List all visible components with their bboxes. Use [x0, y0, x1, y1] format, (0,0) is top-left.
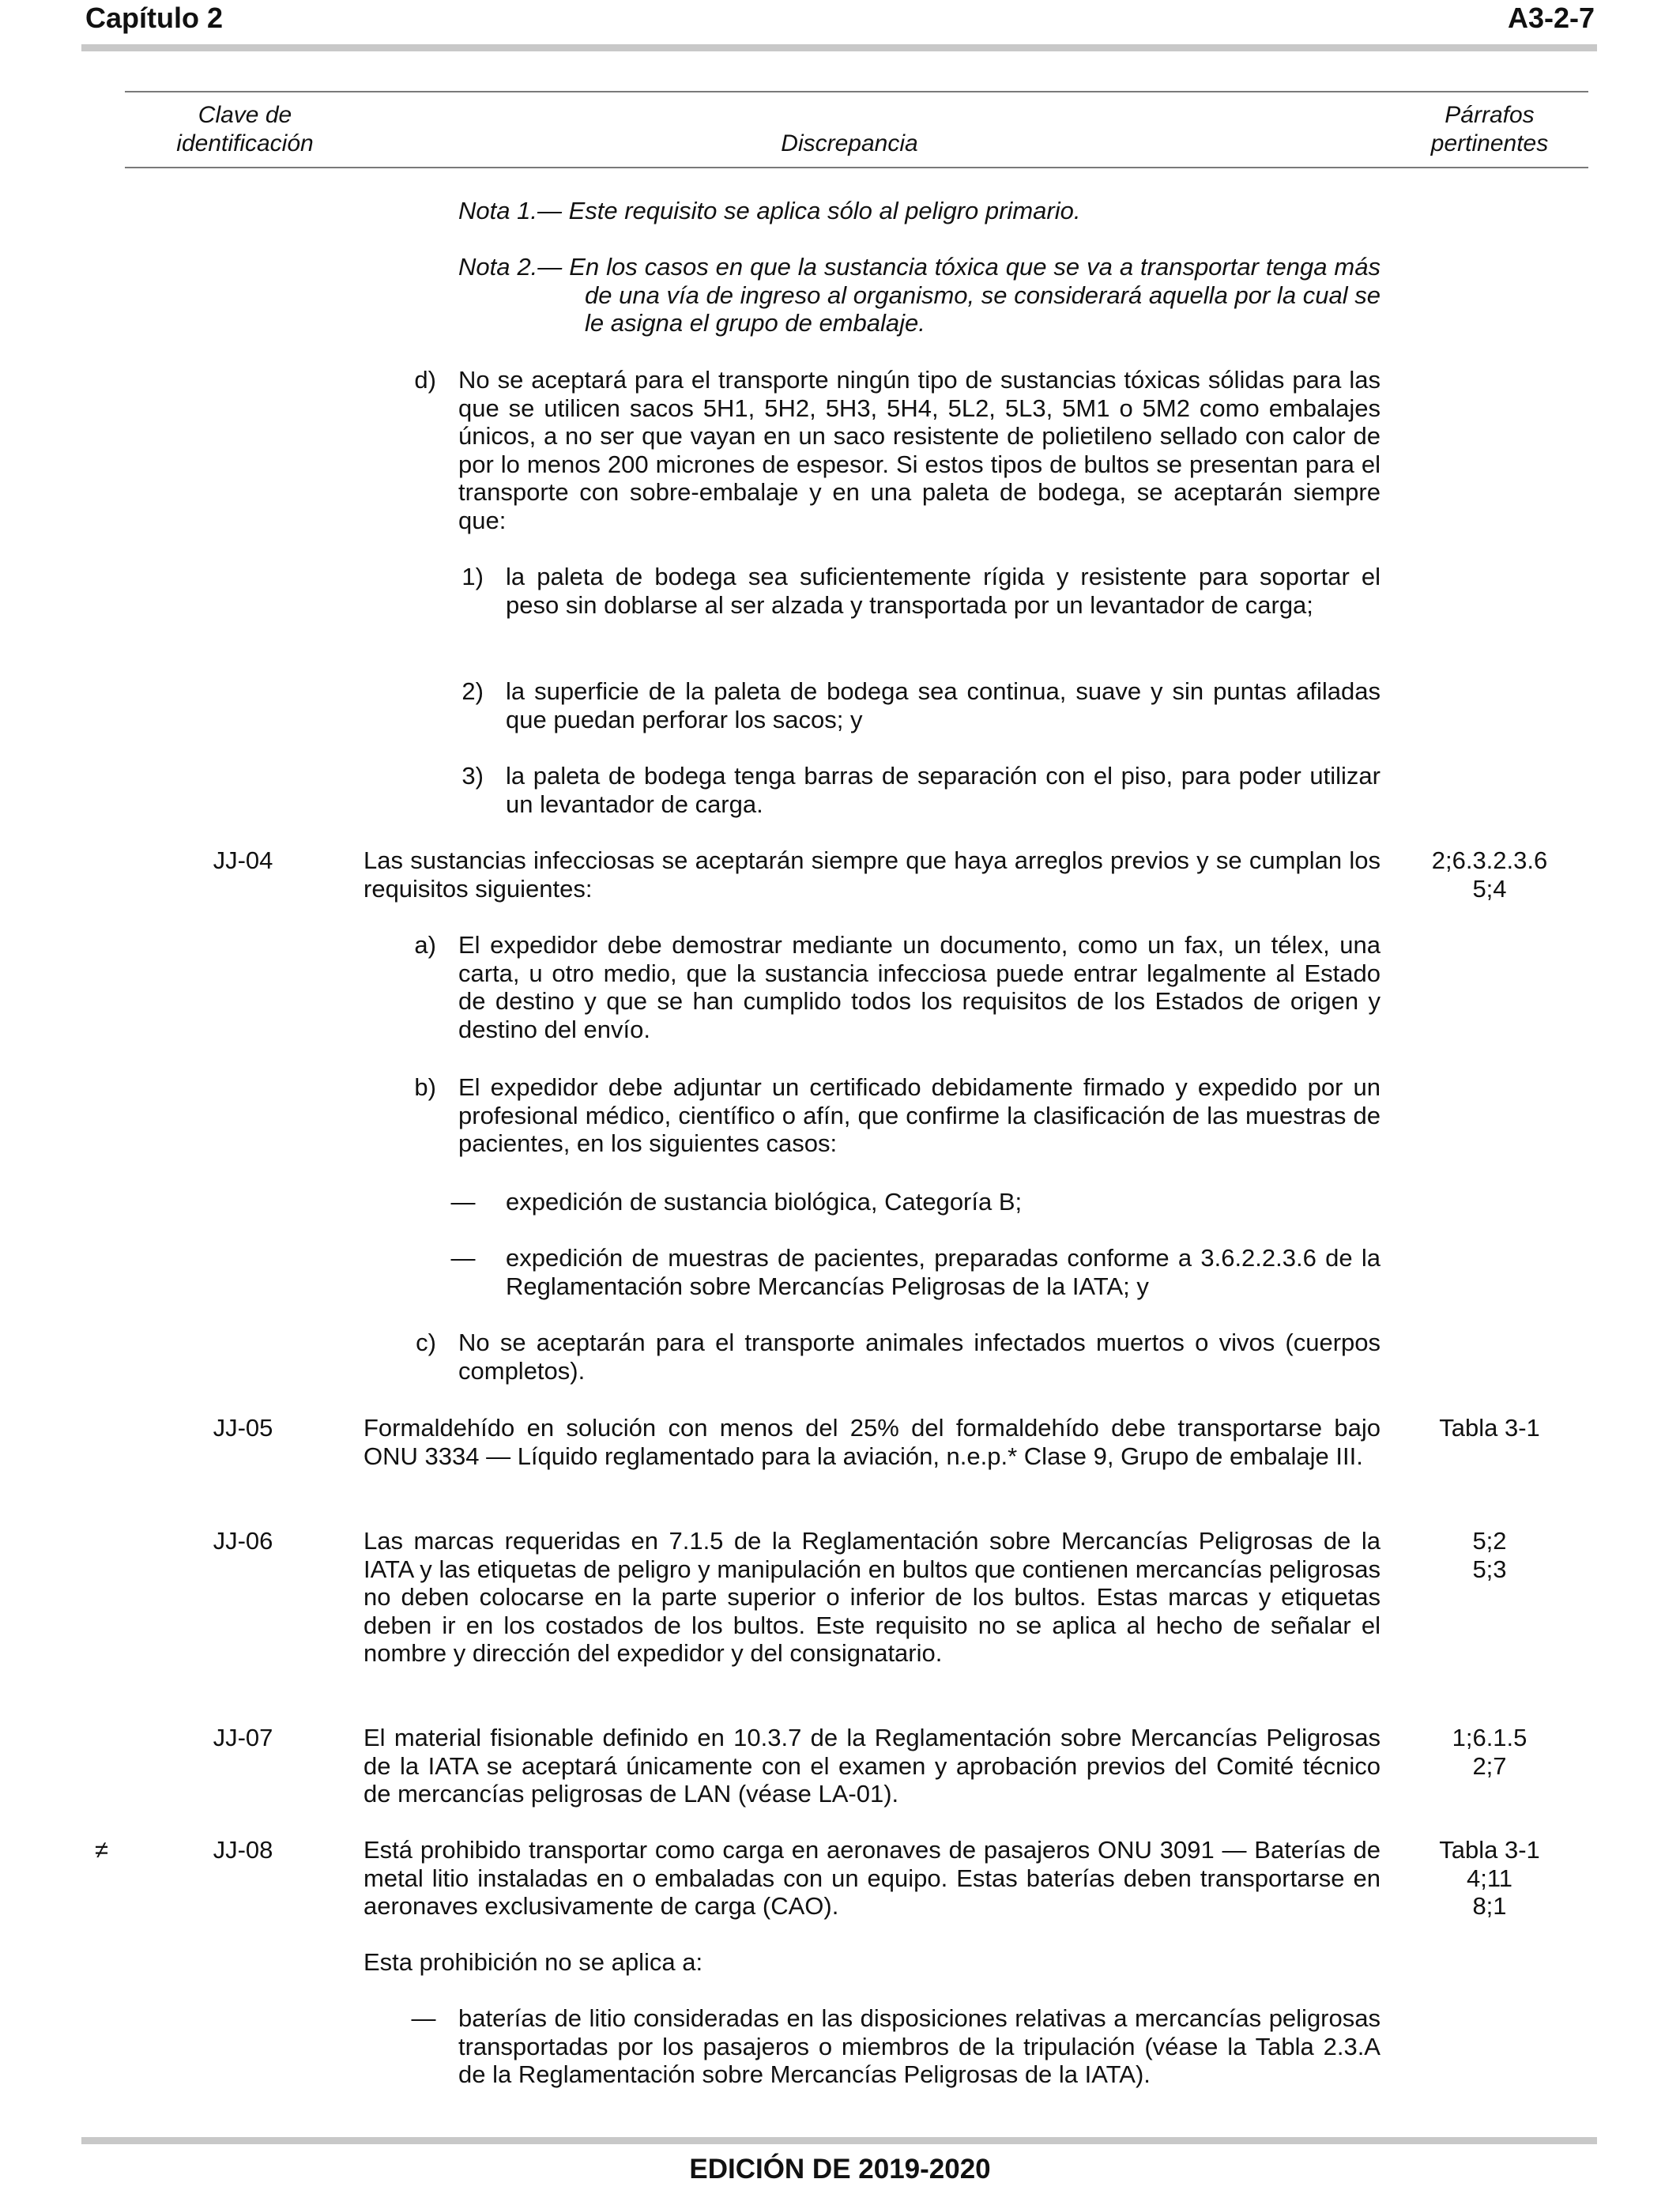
jj-08-dash-text: baterías de litio consideradas en las disposiciones relativas a mercancías peligrosas transportadas por los pasajeros o miembros de la tripulación (véase la Tabla 2.3.A de la Reglamentación sobre Mercancías Peligrosas de la IATA).: [458, 2004, 1381, 2088]
jj-04-b-dash-1-marker: —: [450, 1188, 476, 1216]
note-2: [458, 253, 1381, 337]
ref-jj-07-2: 2;7: [1472, 1751, 1507, 1780]
item-d-marker: d): [414, 366, 436, 394]
note-1-text: Este requisito se aplica sólo al peligro primario.: [568, 197, 1081, 224]
column-header-discrepancy: Discrepancia: [781, 130, 918, 156]
jj-04-b-text: El expedidor debe adjuntar un certificado debidamente firmado y expedido por un profesional médico, científico o afín, que confirme la clasificación de las muestras de pacientes, en los siguientes casos:: [458, 1073, 1381, 1157]
jj-04-c-marker: c): [416, 1329, 436, 1356]
code-jj-04: JJ-04: [213, 846, 273, 874]
jj-08-text: Está prohibido transportar como carga en aeronaves de pasajeros ONU 3091 — Baterías de metal litio instaladas en o embaladas con un equipo. Estas baterías deben transportarse en aeronaves exclusivamente de carga (CAO).: [363, 1836, 1381, 1920]
footer-rule: [81, 2137, 1597, 2144]
ref-jj-06-2: 5;3: [1472, 1555, 1507, 1583]
item-d-1-text: la paleta de bodega sea suficientemente rígida y resistente para soportar el peso sin doblarse al ser alzada y transportada por un levantador de carga;: [506, 563, 1381, 619]
column-header-paragraphs-line2: pertinentes: [1430, 130, 1549, 156]
jj-04-b-dash-2-text: expedición de muestras de pacientes, preparadas conforme a 3.6.2.2.3.6 de la Reglamentación sobre Mercancías Peligrosas de la IATA; y: [506, 1244, 1381, 1300]
ref-jj-08-2: 4;11: [1466, 1864, 1513, 1892]
edition-footer: EDICIÓN DE 2019-2020: [689, 2154, 991, 2185]
item-d-2-marker: 2): [461, 677, 484, 705]
code-jj-05: JJ-05: [213, 1414, 273, 1442]
item-d-3-marker: 3): [461, 762, 484, 790]
table-top-rule: [125, 91, 1588, 92]
note-2-text: En los casos en que la sustancia tóxica que se va a transportar tenga más de una vía de ingreso al organismo, se considerará aquella por la cual se le asigna el grupo de embalaje.: [569, 253, 1381, 337]
column-header-key: [142, 101, 348, 158]
jj-06-text: Las marcas requeridas en 7.1.5 de la Reglamentación sobre Mercancías Peligrosas de la IATA y las etiquetas de peligro y manipulación en bultos que contienen mercancías peligrosas no deben colocarse en la parte superior o inferior de los bultos. Estas marcas y etiquetas deben ir en los costados de los bultos. Este requisito no se aplica al hecho de señalar el nombre y dirección del expedidor y del consignatario.: [363, 1527, 1381, 1667]
jj-04-a-marker: a): [414, 931, 436, 959]
ref-jj-04-2: 5;4: [1472, 874, 1507, 903]
code-jj-08: JJ-08: [213, 1836, 273, 1864]
refs-jj-04: [1399, 846, 1580, 903]
ref-jj-06-1: 5;2: [1472, 1527, 1507, 1555]
column-header-paragraphs-line1: Párrafos: [1445, 102, 1535, 128]
jj-04-b-dash-1-text: expedición de sustancia biológica, Categoría B;: [506, 1188, 1023, 1216]
chapter-title: Capítulo 2: [85, 2, 224, 34]
code-jj-06: JJ-06: [213, 1527, 273, 1555]
ref-jj-08-3: 8;1: [1472, 1892, 1507, 1920]
note-1: [458, 197, 1381, 225]
table-header-rule: [125, 167, 1588, 168]
ref-jj-08-1: Tabla 3-1: [1439, 1836, 1540, 1864]
ref-jj-07-1: 1;6.1.5: [1452, 1724, 1527, 1751]
jj-04-a-text: El expedidor debe demostrar mediante un documento, como un fax, un télex, una carta, u otro medio, que la sustancia infecciosa puede entrar legalmente al Estado de destino y que se han cumplido todos los requisitos de los Estados de origen y destino del envío.: [458, 931, 1381, 1043]
ref-jj-05-1: Tabla 3-1: [1439, 1414, 1540, 1442]
refs-jj-05: [1399, 1414, 1580, 1442]
header-rule: [81, 44, 1597, 51]
refs-jj-07: [1399, 1724, 1580, 1780]
page-code: A3-2-7: [1507, 2, 1595, 34]
jj-04-c-text: No se aceptarán para el transporte animales infectados muertos o vivos (cuerpos completos).: [458, 1329, 1381, 1385]
jj-07-text: El material fisionable definido en 10.3.7 de la Reglamentación sobre Mercancías Peligrosas de la IATA se aceptará únicamente con el examen y aprobación previos del Comité técnico de mercancías peligrosas de LAN (véase LA-01).: [363, 1724, 1381, 1808]
item-d-text: No se aceptará para el transporte ningún tipo de sustancias tóxicas sólidas para las que se utilicen sacos 5H1, 5H2, 5H3, 5H4, 5L2, 5L3, 5M1 o 5M2 como embalajes únicos, a no ser que vayan en un saco resistente de polietileno sellado con calor de por lo menos 200 micrones de espesor. Si estos tipos de bultos se presentan para el transporte con sobre-embalaje y en una paleta de bodega, se aceptarán siempre que:: [458, 366, 1381, 534]
jj-05-text: Formaldehído en solución con menos del 25% del formaldehído debe transportarse bajo ONU 3334 — Líquido reglamentado para la aviación, n.e.p.* Clase 9, Grupo de embalaje III.: [363, 1414, 1381, 1470]
item-d-1-marker: 1): [461, 563, 484, 590]
refs-jj-08: [1399, 1836, 1580, 1921]
code-jj-07: JJ-07: [213, 1724, 273, 1751]
item-d-3-text: la paleta de bodega tenga barras de separación con el piso, para poder utilizar un levantador de carga.: [506, 762, 1381, 818]
refs-jj-06: [1399, 1527, 1580, 1583]
note-2-label: Nota 2.—: [458, 253, 563, 281]
column-header-key-line1: Clave de: [198, 102, 292, 128]
jj-08-exception-intro: Esta prohibición no se aplica a:: [363, 1948, 703, 1976]
jj-04-b-marker: b): [414, 1073, 436, 1101]
jj-04-b-dash-2-marker: —: [450, 1244, 476, 1272]
column-header-paragraphs: [1399, 101, 1580, 158]
jj-04-intro: Las sustancias infecciosas se aceptarán siempre que haya arreglos previos y se cumplan los requisitos siguientes:: [363, 846, 1381, 903]
jj-08-dash-marker: —: [411, 2004, 436, 2032]
item-d-2-text: la superficie de la paleta de bodega sea continua, suave y sin puntas afiladas que puedan perforar los sacos; y: [506, 677, 1381, 733]
ref-jj-04-1: 2;6.3.2.3.6: [1431, 846, 1548, 874]
column-header-key-line2: identificación: [176, 130, 314, 156]
note-1-label: Nota 1.—: [458, 197, 562, 224]
change-mark: ≠: [95, 1836, 109, 1864]
